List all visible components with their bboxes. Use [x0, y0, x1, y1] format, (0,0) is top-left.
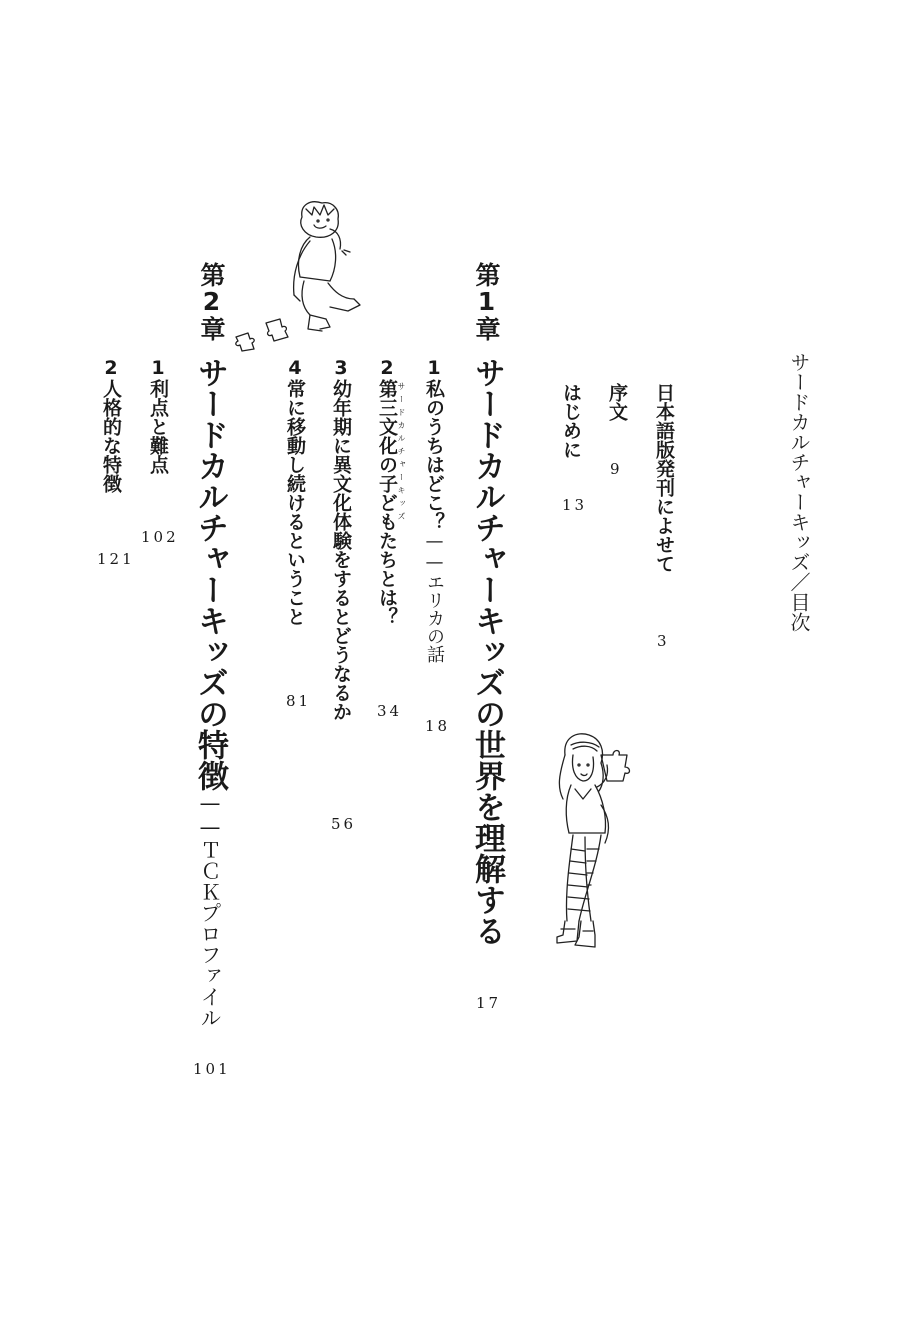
page-number: 3	[657, 632, 670, 650]
front-item-foreword-jp[interactable]: 日本語版発刊によせて	[653, 383, 675, 573]
page-number: 56	[331, 815, 357, 833]
section-1-3[interactable]	[331, 357, 350, 721]
boy-with-puzzle-pieces-illustration	[230, 195, 380, 355]
page-number: 102	[141, 528, 179, 546]
page-number: 18	[425, 717, 451, 735]
section-2-2[interactable]	[101, 357, 120, 493]
section-title: 幼年期に異文化体験をするとどうなるか	[330, 379, 352, 721]
chapter-1-title[interactable]: サードカルチャーキッズの世界を理解する	[469, 357, 505, 946]
page-number: 13	[562, 496, 588, 514]
page-number: 34	[377, 702, 403, 720]
section-number: 2	[100, 357, 122, 379]
front-item-preface[interactable]: 序文	[606, 383, 628, 421]
section-title: 常に移動し続けるということ	[284, 379, 306, 626]
section-number: 3	[330, 357, 352, 379]
girl-holding-puzzle-piece-illustration	[535, 725, 645, 955]
page-number: 101	[193, 1060, 231, 1078]
front-item-introduction[interactable]: はじめに	[560, 383, 582, 459]
chapter-1-label: 第1章	[472, 262, 501, 341]
section-number: 1	[423, 357, 445, 379]
section-ruby: サードカルチャーキッズ	[397, 382, 406, 525]
chapter-2-title-text: サードカルチャーキッズの特徴	[192, 357, 228, 791]
section-title: 私のうちはどこ？	[423, 379, 445, 531]
chapter-2-label: 第2章	[197, 262, 226, 341]
page-number: 17	[476, 994, 502, 1012]
section-1-4[interactable]	[285, 357, 304, 626]
page-number: 121	[97, 550, 135, 568]
section-2-1[interactable]	[148, 357, 167, 474]
chapter-2-subtitle: ——ＴＣＫプロファイル	[198, 791, 222, 1028]
page-number: 81	[286, 692, 312, 710]
section-title: 利点と難点	[147, 379, 169, 474]
section-number: 2	[376, 357, 398, 379]
section-number: 1	[147, 357, 169, 379]
chapter-2-title[interactable]	[192, 357, 228, 1028]
section-1-1[interactable]	[424, 357, 443, 663]
section-title: 人格的な特徴	[100, 379, 122, 493]
section-number: 4	[284, 357, 306, 379]
section-1-2[interactable]	[377, 357, 396, 626]
page-number: 9	[610, 460, 623, 478]
section-title: 第三文化の子どもたちとは？	[376, 379, 398, 626]
section-subtitle: ——エリカの話	[424, 531, 445, 663]
toc-title: サードカルチャーキッズ／目次	[787, 352, 811, 632]
